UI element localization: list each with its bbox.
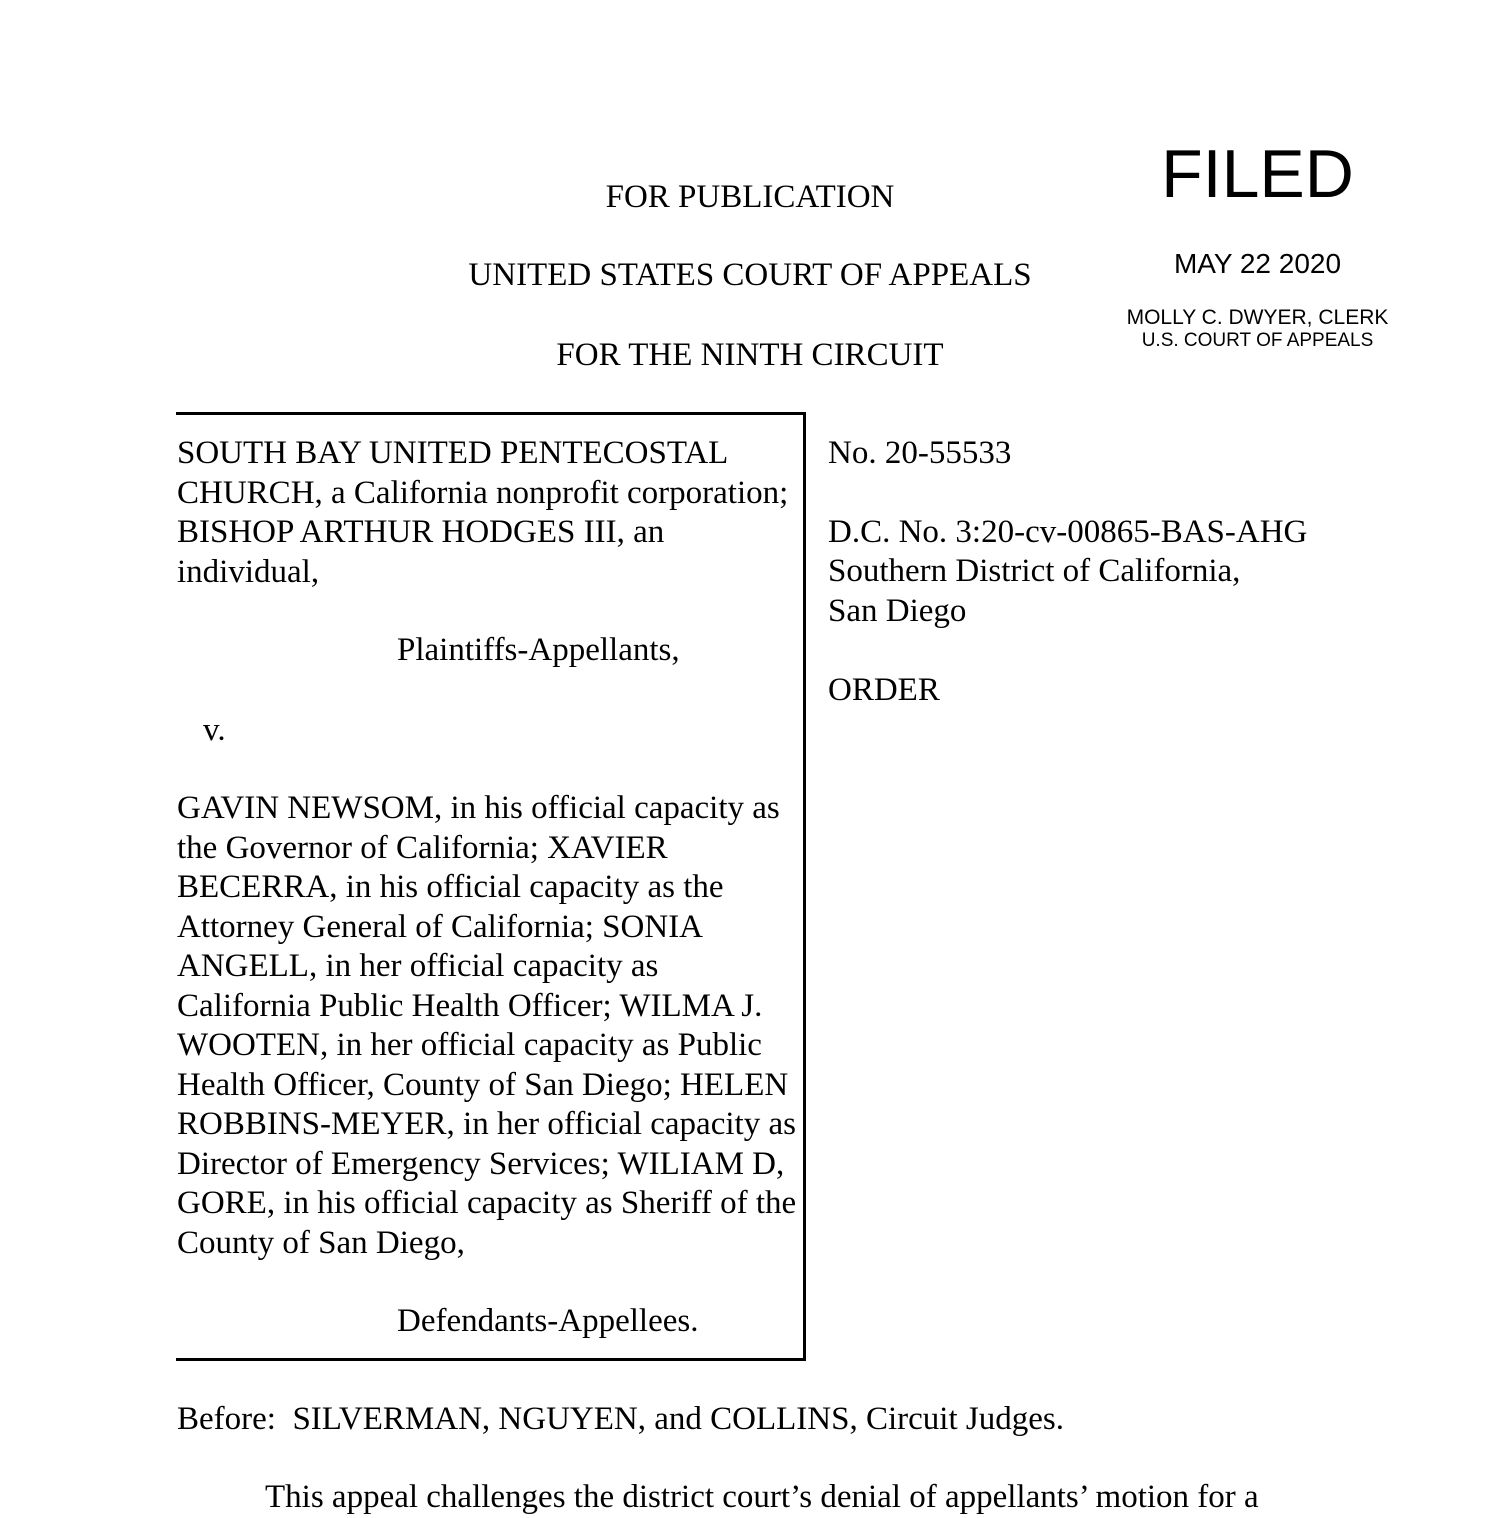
caption-box-right-border xyxy=(803,412,806,1361)
district-court-number: D.C. No. 3:20-cv-00865-BAS-AHG xyxy=(828,514,1308,550)
defendants-text: GAVIN NEWSOM, in his official capacity as the Governor of California; XAVIER BECERRA, in his official capacity as the Attorney General of California; SONIA ANGELL, in her official capacity as California Public Health Officer; WILMA J. WOOTEN, in her official capacity as Public Health Officer, County of San Diego; HELEN ROBBINS-MEYER, in her official capacity as Director of Emergency Services; WILIAM D, GORE, in his official capacity as Sheriff of the County of San Diego, xyxy=(177,790,797,1261)
plaintiffs-role: Plaintiffs-Appellants, xyxy=(397,632,680,668)
plaintiffs-text: SOUTH BAY UNITED PENTECOSTAL CHURCH, a California nonprofit corporation; BISHOP ARTHUR HODGES III, an individual, xyxy=(177,435,789,590)
circuit-name: FOR THE NINTH CIRCUIT xyxy=(556,337,944,373)
court-name: UNITED STATES COURT OF APPEALS xyxy=(468,257,1032,293)
district-city: San Diego xyxy=(828,593,967,629)
versus-label: v. xyxy=(203,712,226,748)
caption-box-bottom-border xyxy=(176,1358,806,1361)
clerk-court: U.S. COURT OF APPEALS xyxy=(1141,330,1374,351)
publication-heading: FOR PUBLICATION xyxy=(605,179,895,215)
body-paragraph: This appeal challenges the district court’s denial of appellants’ motion for a xyxy=(265,1479,1259,1515)
defendants-role: Defendants-Appellees. xyxy=(397,1303,699,1339)
filed-stamp: FILED xyxy=(1161,136,1354,212)
document-type: ORDER xyxy=(828,672,940,708)
caption-box-top-border xyxy=(176,412,806,415)
judges-panel: Before: SILVERMAN, NGUYEN, and COLLINS, Circuit Judges. xyxy=(177,1401,1064,1437)
district-name: Southern District of California, xyxy=(828,553,1241,589)
case-number: No. 20-55533 xyxy=(828,435,1012,471)
filed-date: MAY 22 2020 xyxy=(1173,248,1342,279)
clerk-name: MOLLY C. DWYER, CLERK xyxy=(1126,306,1389,329)
